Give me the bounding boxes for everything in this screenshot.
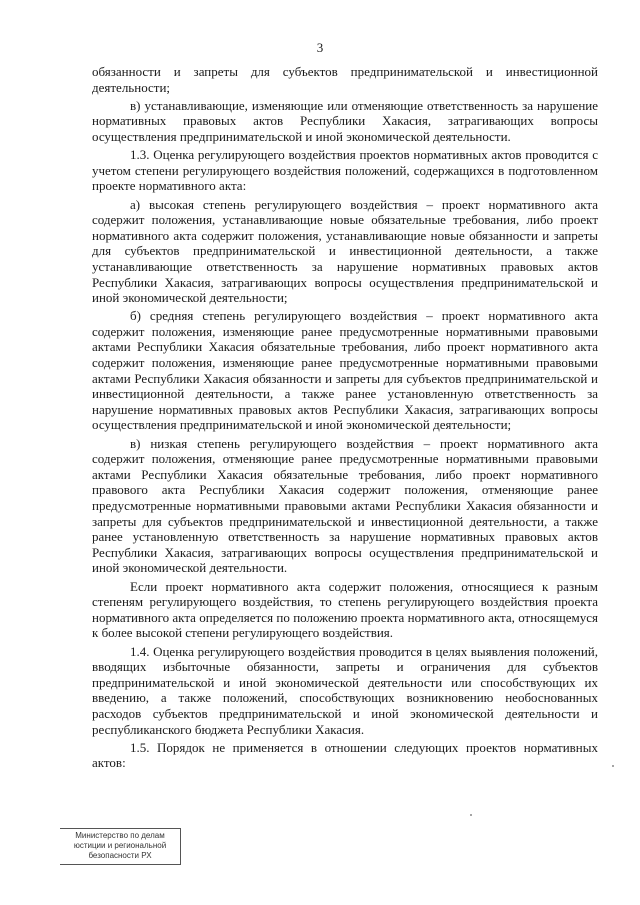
page-number: 3 xyxy=(316,40,324,55)
paragraph-6: в) низкая степень регулирующего воздействия – проект нормативного акта содержит положения, отменяющие ранее предусмотренные нормативными правовыми актами Республики Хакасия обязательные требования, либо проект нормативного правового акта Республики Хакасия содержит положения, отменяющие ранее предусмотренные нормативными правовыми актами Республики Хакасия обязанности и запреты для субъектов предпринимательской и инвестиционной деятельности, а также ранее установленную ответственность за нарушение нормативных правовых актов Республики Хакасия, затрагивающих вопросы осуществления предпринимательской и иной экономической деятельности. xyxy=(92,435,598,576)
stamp-line-2: юстиции и региональной xyxy=(73,841,167,850)
stamp-line-1: Министерство по делам xyxy=(75,831,165,840)
registration-stamp xyxy=(60,828,181,865)
paragraph-5: б) средняя степень регулирующего воздействия – проект нормативного акта содержит положения, изменяющие ранее предусмотренные нормативными правовыми актами Республики Хакасия обязательные требования, либо проект нормативного акта содержит положения, изменяющие ранее предусмотренные нормативными правовыми актами Республики Хакасия обязанности и запреты для субъектов предпринимательской и инвестиционной деятельности, а также ранее установленную ответственность за нарушение нормативных правовых актов Республики Хакасия, затрагивающих вопросы осуществления предпринимательской и иной экономической деятельности; xyxy=(92,308,598,433)
paragraph-8: 1.4. Оценка регулирующего воздействия проводится в целях выявления положений, вводящих избыточные обязанности, запреты и ограничения для субъектов предпринимательской и иной экономической деятельности или способствующих их введению, а также положений, способствующих возникновению необоснованных расходов субъектов предпринимательской и иной экономической деятельности и республиканского бюджета Республики Хакасия. xyxy=(92,643,598,737)
scan-speck xyxy=(470,814,472,816)
scan-speck xyxy=(612,765,614,767)
document-body xyxy=(92,64,598,773)
paragraph-4: а) высокая степень регулирующего воздействия – проект нормативного акта содержит положения, устанавливающие новые обязательные требования, либо проект нормативного акта содержит положения, устанавливающие новые обязанности и запреты для субъектов предпринимательской и инвестиционной деятельности, а также устанавливающие ответственность за нарушение нормативных правовых актов Республики Хакасия, затрагивающих вопросы осуществления предпринимательской и иной экономической деятельности; xyxy=(92,196,598,306)
paragraph-1: обязанности и запреты для субъектов предпринимательской и инвестиционной деятельности; xyxy=(92,64,598,95)
paragraph-3: 1.3. Оценка регулирующего воздействия проектов нормативных актов проводится с учетом степени регулирующего воздействия положений, содержащихся в подготовленном проекте нормативного акта: xyxy=(92,147,598,194)
stamp-line-3: безопасности РХ xyxy=(88,851,152,860)
paragraph-7: Если проект нормативного акта содержит положения, относящиеся к разным степеням регулирующего воздействия, то степень регулирующего воздействия проекта нормативного акта определяется по положению проекта нормативного акта, относящемуся к более высокой степени регулирующего воздействия. xyxy=(92,578,598,641)
paragraph-9: 1.5. Порядок не применяется в отношении следующих проектов нормативных актов: xyxy=(92,739,598,771)
paragraph-2: в) устанавливающие, изменяющие или отменяющие ответственность за нарушение нормативных правовых актов Республики Хакасия, затрагивающих вопросы осуществления предпринимательской и иной экономической деятельности. xyxy=(92,97,598,144)
